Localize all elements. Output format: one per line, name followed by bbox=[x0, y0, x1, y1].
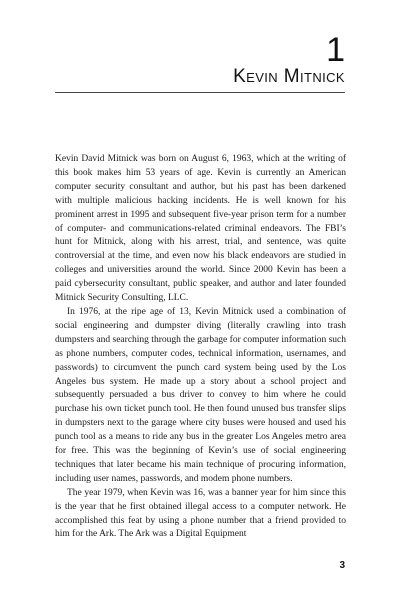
body-paragraph: In 1976, at the ripe age of 13, Kevin Mitnick used a combination of social engineering and dumpster diving (literally crawling into trash dumpsters and searching through the garbage for computer information such as phone numbers, computer codes, technical information, usernames, and passwords) to circumvent the punch card system being used by the Los Angeles bus system. He made up a story about a school project and subsequently persuaded a bus driver to convey to him where he could purchase his own ticket punch tool. He then found unused bus transfer slips in dumpsters next to the garage where city buses were housed and used his punch tool as a means to ride any bus in the greater Los Angeles metro area for free. This was the beginning of Kevin’s use of social engineering techniques that later became his main technique of procuring information, including user names, passwords, and modem phone numbers. bbox=[55, 306, 346, 484]
body-paragraph: The year 1979, when Kevin was 16, was a banner year for him since this is the year that he first obtained illegal access to a computer network. He accomplished this feat by using a phone number that a friend provided to him for the Ark. The Ark was a Digital Equipment bbox=[55, 487, 346, 540]
title-divider bbox=[55, 92, 345, 93]
body-paragraph: Kevin David Mitnick was born on August 6, 1963, which at the writing of this book makes him 53 years of age. Kevin is currently an American computer security consultant and author, but his past has been darkened with multiple malicious hacking incidents. He is well known for his prominent arrest in 1995 and subsequent five-year prison term for a number of computer- and communications-related criminal endeavors. The FBI’s hunt for Mitnick, along with his arrest, trial, and sentence, was quite controversial at the time, and even now his black endeavors are studied in colleges and universities around the world. Since 2000 Kevin has been a paid cybersecurity consultant, public speaker, and author and later founded Mitnick Security Consulting, LLC. bbox=[55, 154, 346, 304]
chapter-title: Kevin Mitnick bbox=[233, 66, 345, 87]
chapter-body bbox=[55, 153, 346, 542]
page-number: 3 bbox=[339, 560, 345, 571]
chapter-number: 1 bbox=[326, 31, 345, 69]
